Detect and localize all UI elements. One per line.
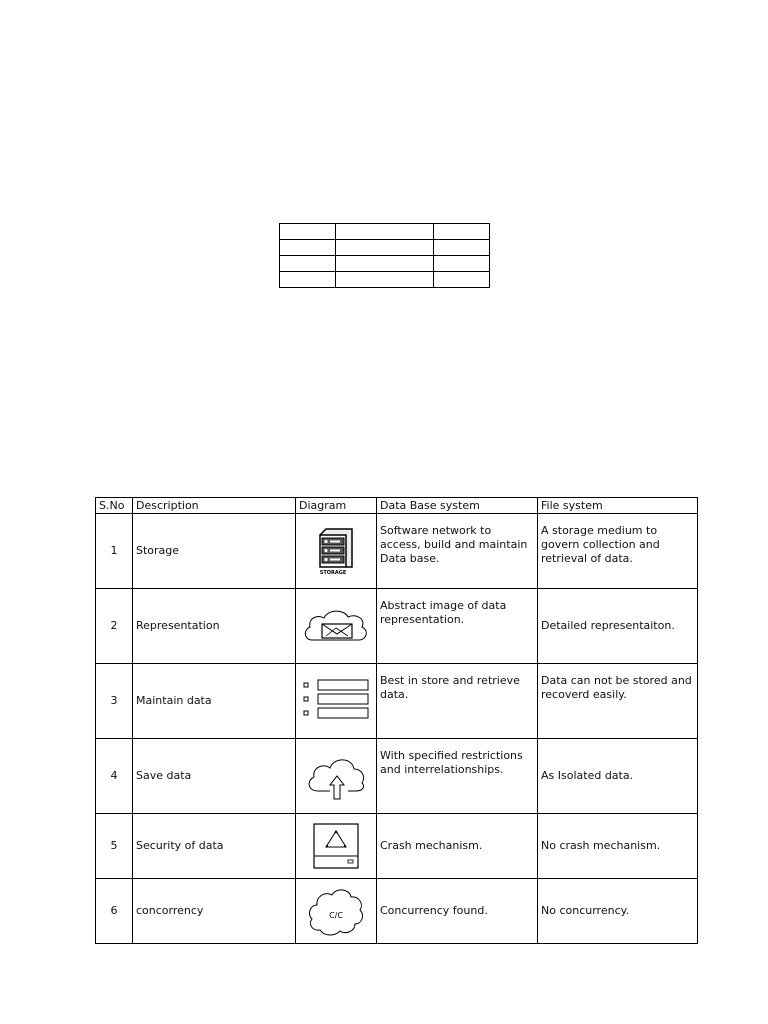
empty-cell [336,256,434,272]
table-row [96,589,698,664]
cloud-cc-icon [306,884,366,938]
empty-cell [434,256,490,272]
row-diagram [296,879,377,944]
row-diagram [296,589,377,664]
empty-table-row [280,224,490,240]
empty-cell [434,240,490,256]
table-row [96,664,698,739]
row-number: 2 [96,589,133,664]
empty-cell [434,224,490,240]
empty-table-row [280,272,490,288]
row-database-system: Concurrency found. [377,879,538,944]
row-description: concorrency [133,879,296,944]
empty-cell [280,240,336,256]
row-file-system: Detailed representaiton. [538,589,698,664]
empty-cell [336,240,434,256]
list-icon [300,679,372,723]
empty-table-row [280,256,490,272]
row-diagram [296,664,377,739]
storage-icon [314,527,358,575]
cloud-cc-label: C/C [329,911,343,920]
header-database-system: Data Base system [377,498,538,514]
empty-cell [280,224,336,240]
cloud-image-icon [302,606,370,646]
row-number: 4 [96,739,133,814]
header-diagram: Diagram [296,498,377,514]
row-description: Maintain data [133,664,296,739]
row-file-system: As Isolated data. [538,739,698,814]
row-description: Storage [133,514,296,589]
row-database-system: Software network to access, build and maintain Data base. [377,514,538,589]
empty-table [279,223,490,288]
cloud-upload-icon [304,751,368,801]
row-diagram [296,814,377,879]
row-file-system: Data can not be stored and recoverd easily. [538,664,698,739]
row-database-system: With specified restrictions and interrelationships. [377,739,538,814]
row-number: 6 [96,879,133,944]
empty-cell [280,256,336,272]
header-file-system: File system [538,498,698,514]
header-sno: S.No [96,498,133,514]
empty-table-row [280,240,490,256]
row-file-system: A storage medium to govern collection and retrieval of data. [538,514,698,589]
empty-cell [280,272,336,288]
row-database-system: Crash mechanism. [377,814,538,879]
row-number: 5 [96,814,133,879]
row-diagram [296,739,377,814]
table-row [96,514,698,589]
comparison-table [95,497,698,944]
table-row [96,739,698,814]
row-description: Security of data [133,814,296,879]
row-number: 1 [96,514,133,589]
row-database-system: Best in store and retrieve data. [377,664,538,739]
row-description: Representation [133,589,296,664]
storage-label: STORAGE [319,570,347,575]
header-description: Description [133,498,296,514]
security-box-icon [312,822,360,870]
row-description: Save data [133,739,296,814]
empty-cell [336,224,434,240]
empty-cell [434,272,490,288]
table-row [96,814,698,879]
row-database-system: Abstract image of data representation. [377,589,538,664]
table-row [96,879,698,944]
row-diagram [296,514,377,589]
row-file-system: No crash mechanism. [538,814,698,879]
row-number: 3 [96,664,133,739]
header-row [96,498,698,514]
empty-cell [336,272,434,288]
row-file-system: No concurrency. [538,879,698,944]
